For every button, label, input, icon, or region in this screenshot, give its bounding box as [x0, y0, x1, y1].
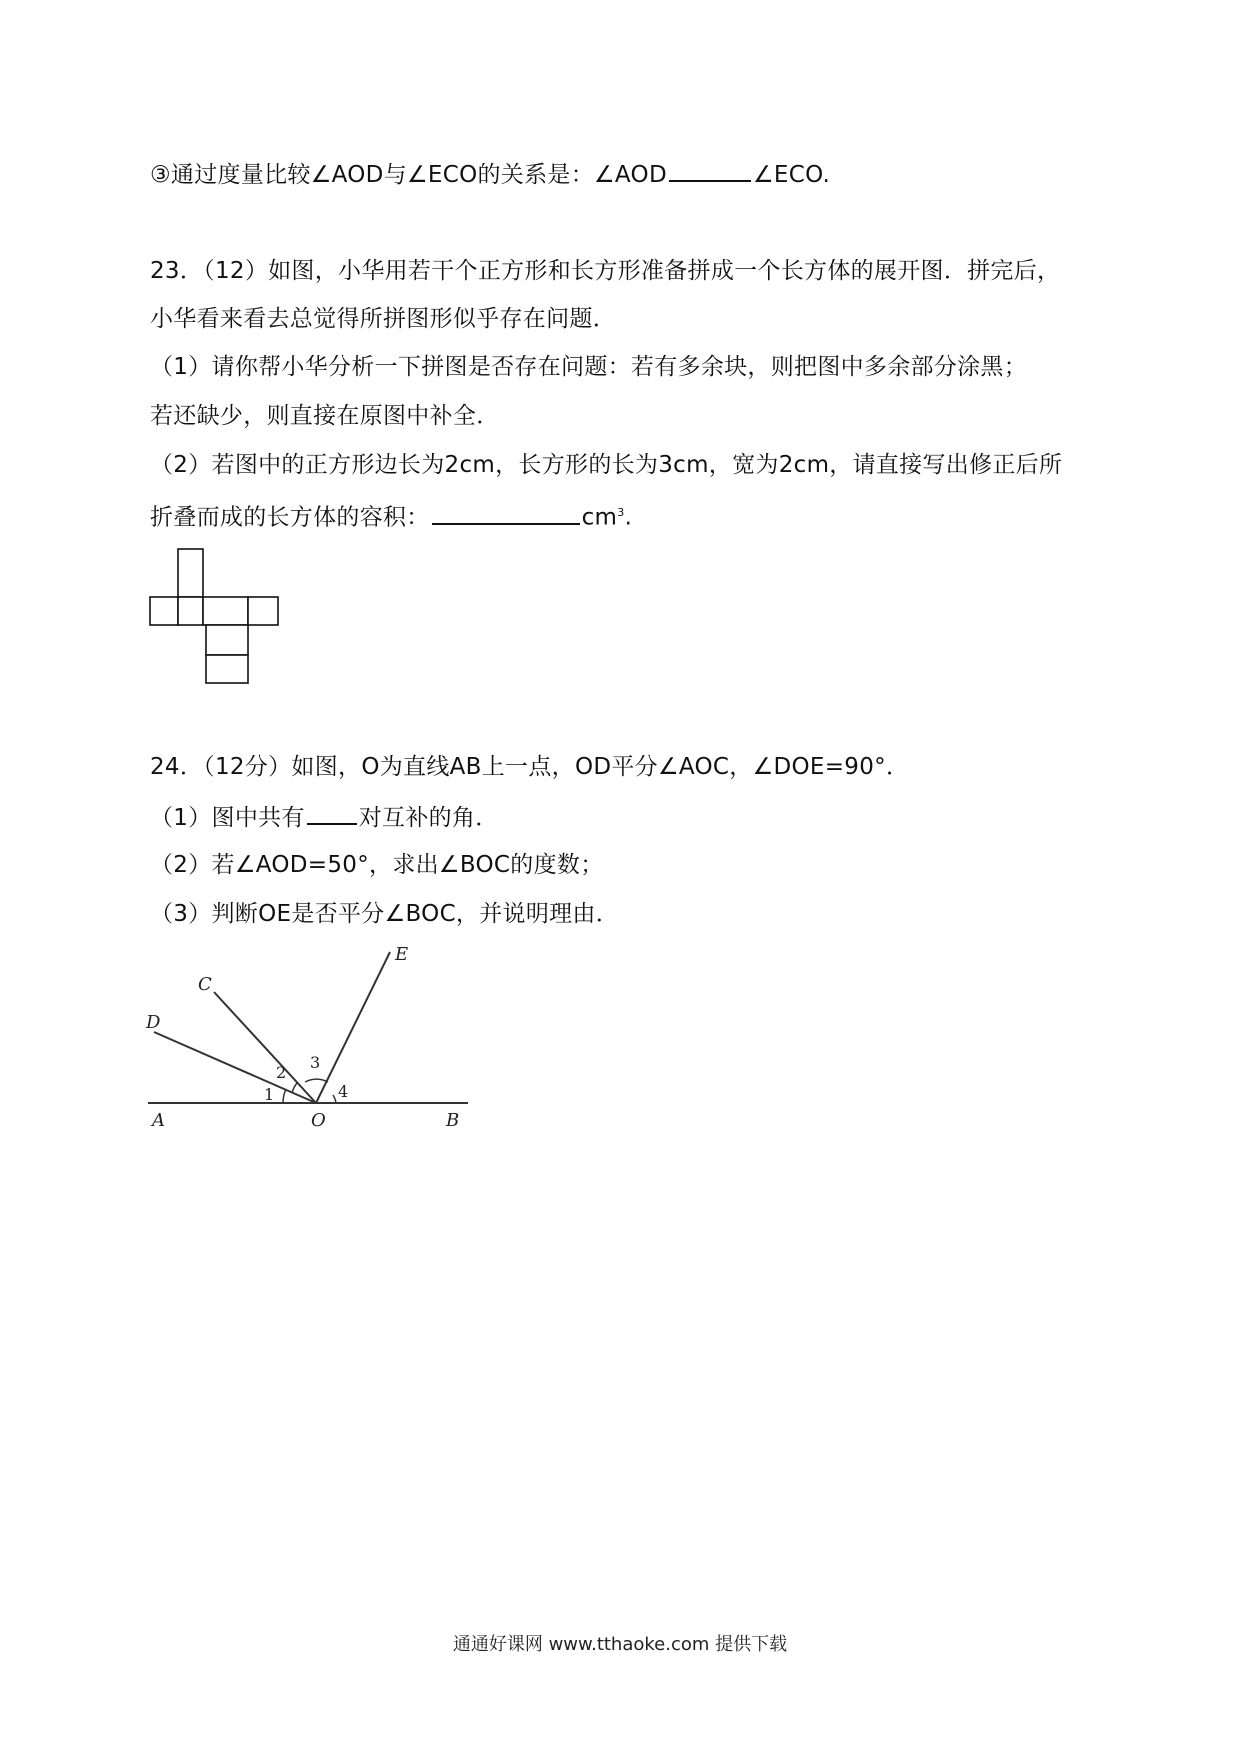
net-top-square — [178, 549, 203, 597]
net-lower-square — [206, 625, 248, 655]
arc-1 — [283, 1089, 286, 1103]
label-1: 1 — [264, 1085, 275, 1104]
q24-line-2 — [150, 801, 499, 833]
q24-line-1: 24．（12分）如图，O为直线AB上一点，OD平分∠AOC，∠DOE=90°． — [150, 754, 910, 780]
q22-line-3-text: ③通过度量比较∠AOD与∠ECO的关系是：∠AOD — [150, 162, 667, 188]
arc-2 — [292, 1083, 297, 1093]
label-4: 4 — [338, 1082, 349, 1101]
period: . — [624, 504, 633, 531]
q22-line-3-end: ∠ECO. — [752, 162, 831, 188]
page-footer: 通通好课网 www.tthaoke.com 提供下载 — [452, 1634, 788, 1655]
net-bottom-square — [206, 655, 248, 683]
cuboid-net-figure — [148, 548, 288, 684]
angle-figure — [140, 940, 480, 1130]
ray-oe — [316, 952, 390, 1103]
label-3: 3 — [310, 1053, 321, 1072]
label-d: D — [146, 1012, 161, 1033]
net-mid-square — [178, 597, 203, 625]
q23-line-6-text: 折叠而成的长方体的容积： — [150, 504, 430, 531]
unit-exponent: 3 — [617, 506, 625, 519]
unit-text: cm — [581, 504, 618, 531]
answer-blank — [307, 801, 357, 825]
answer-blank — [432, 501, 580, 525]
net-center-square — [203, 597, 248, 625]
label-c: C — [198, 974, 212, 995]
q23-line-3: （1）请你帮小华分析一下拼图是否存在问题：若有多余块，则把图中多余部分涂黑； — [150, 354, 1028, 380]
q24-line-3: （2）若∠AOD=50°，求出∠BOC的度数； — [150, 852, 604, 878]
q23-line-5: （2）若图中的正方形边长为2cm，长方形的长为3cm，宽为2cm，请直接写出修正后所 — [150, 452, 1063, 478]
q24-line-4: （3）判断OE是否平分∠BOC，并说明理由． — [150, 901, 620, 927]
q23-line-4: 若还缺少，则直接在原图中补全． — [150, 403, 500, 429]
net-right-square — [248, 597, 278, 625]
arc-3 — [305, 1079, 328, 1082]
label-e: E — [395, 944, 409, 965]
arc-4 — [333, 1095, 336, 1103]
answer-blank — [669, 158, 751, 182]
q24-line-2-text: （1）图中共有 — [150, 805, 305, 831]
q23-line-6 — [150, 498, 632, 533]
q23-line-1: 23．（12）如图，小华用若干个正方形和长方形准备拼成一个长方体的展开图．拼完后， — [150, 258, 1061, 284]
label-2: 2 — [276, 1063, 287, 1082]
label-b: B — [446, 1110, 460, 1130]
label-a: A — [152, 1110, 165, 1130]
net-left-square — [150, 597, 178, 625]
q24-line-2-end: 对互补的角． — [358, 805, 499, 831]
label-o: O — [311, 1110, 326, 1130]
q23-line-2: 小华看来看去总觉得所拼图形似乎存在问题． — [150, 306, 616, 332]
q22-line-3 — [150, 158, 830, 190]
